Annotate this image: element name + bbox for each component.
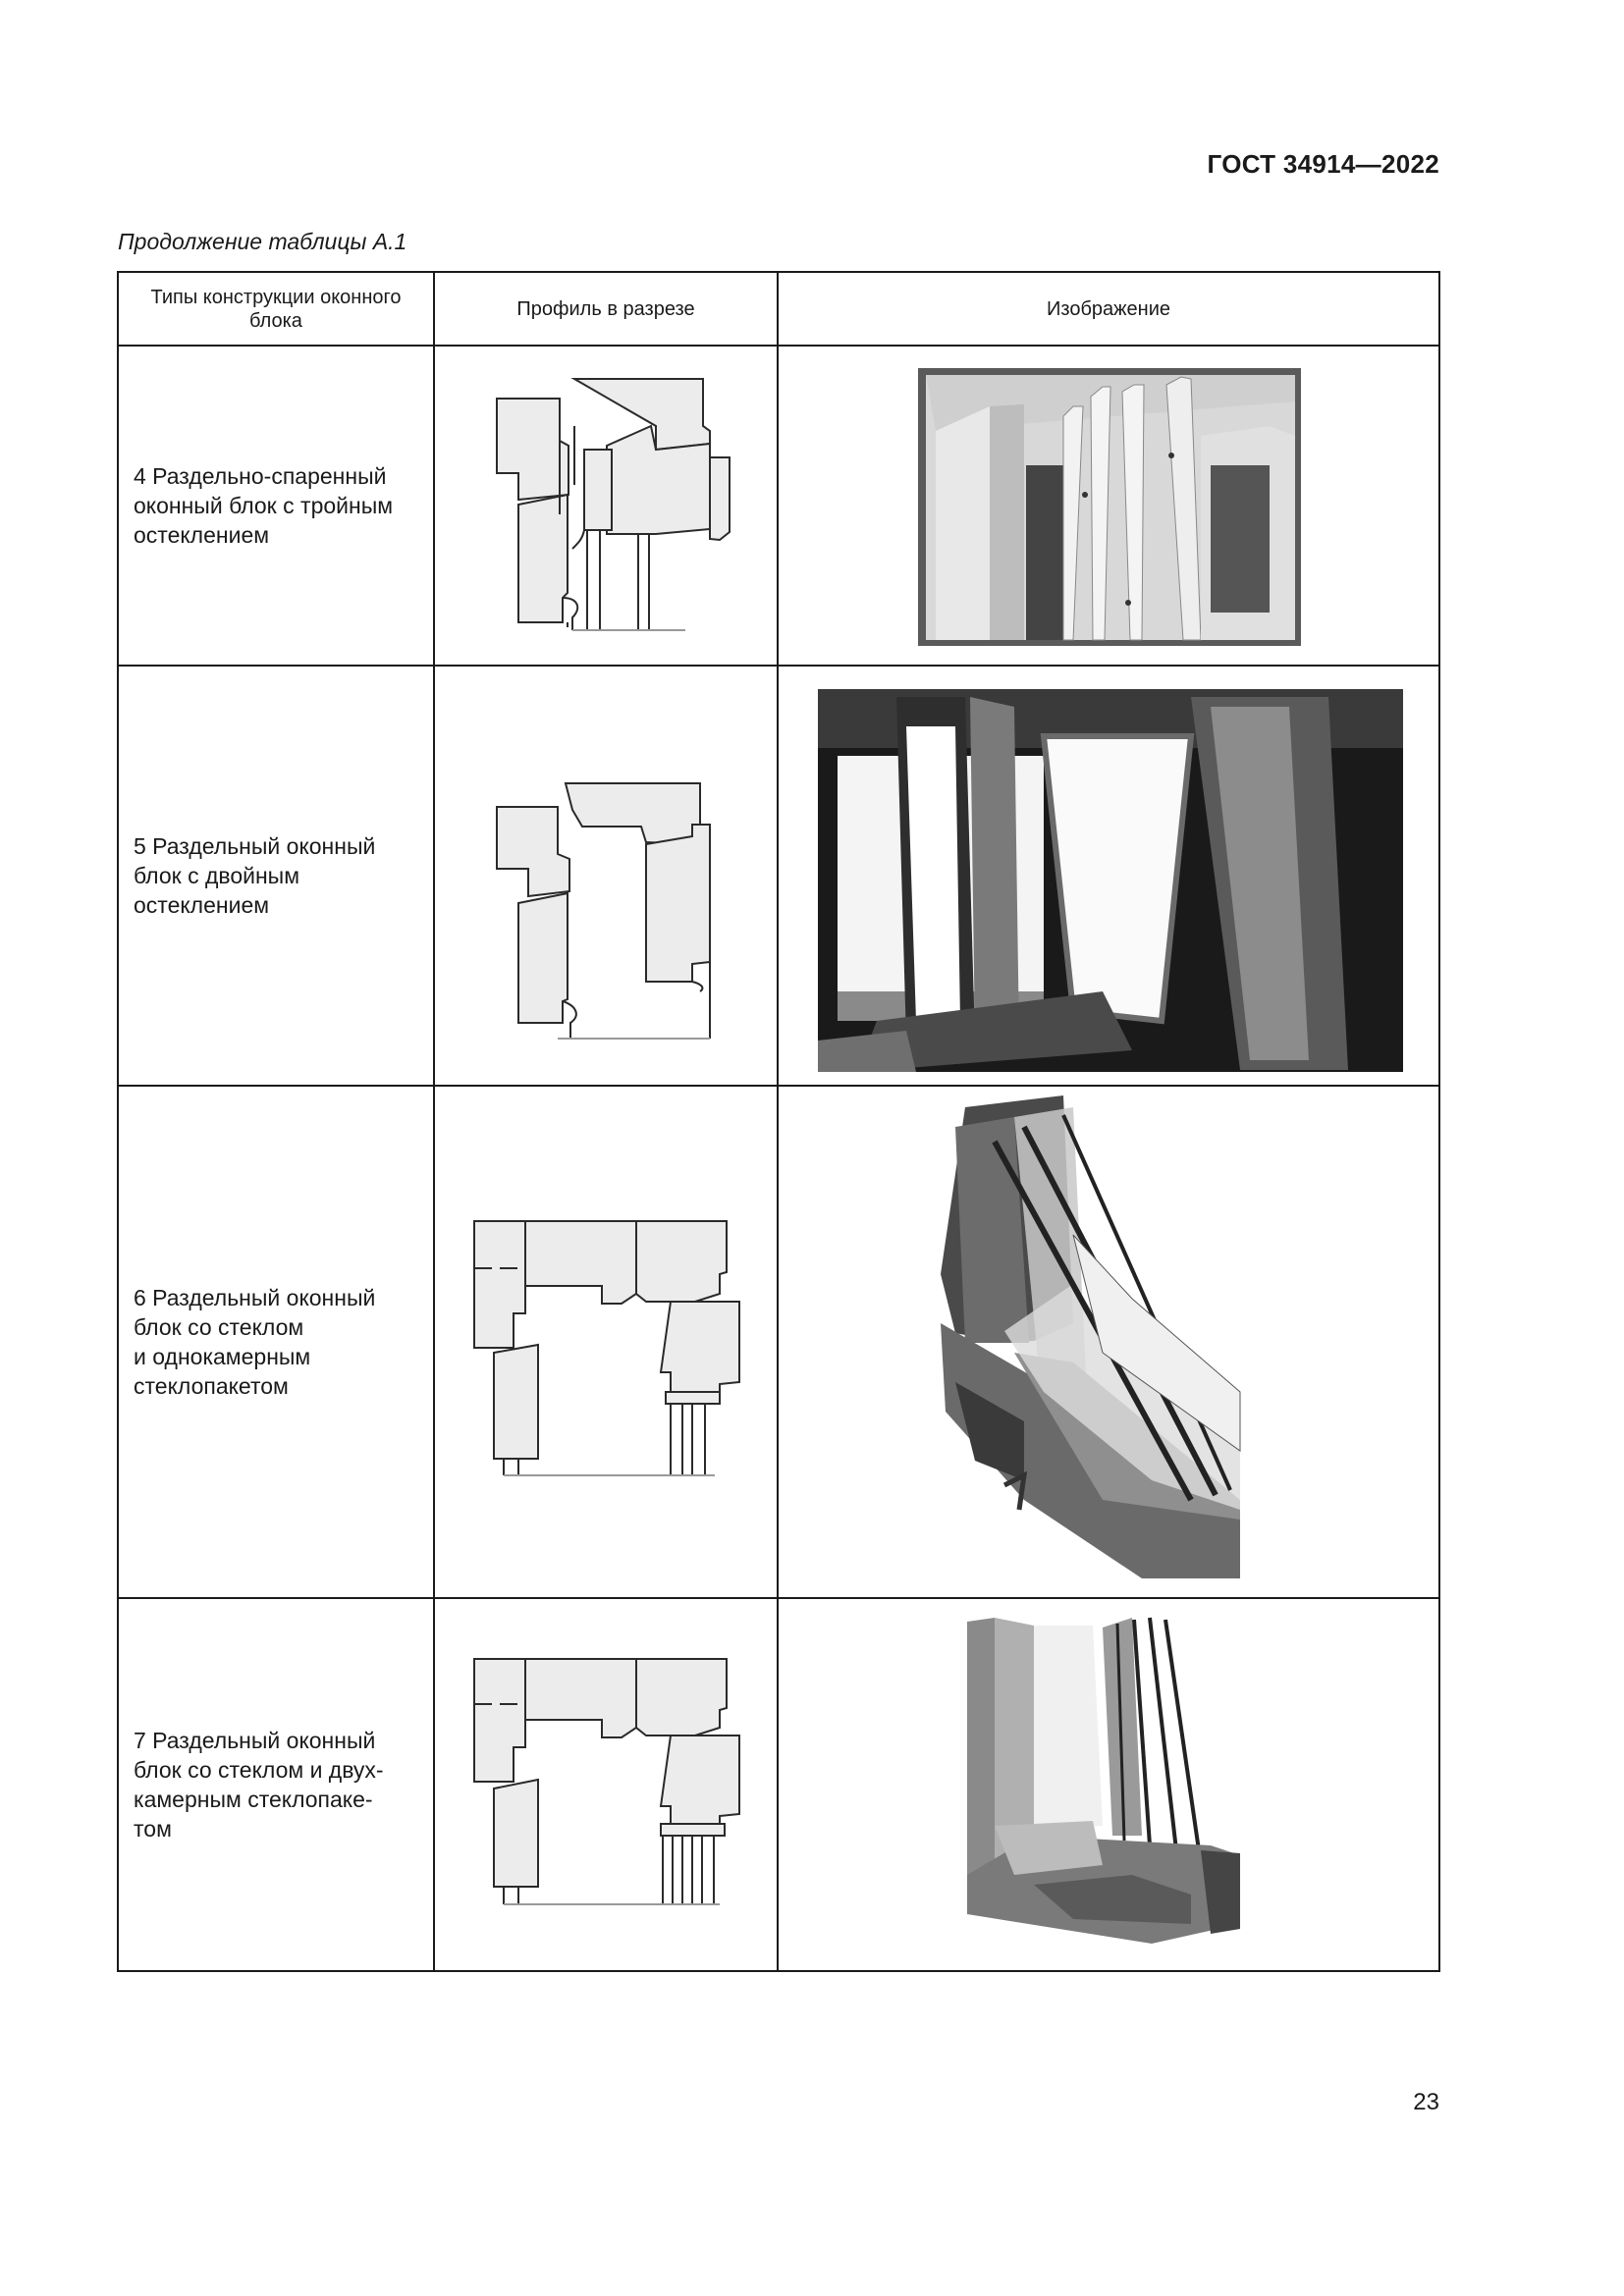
profile-cell xyxy=(434,666,778,1086)
profile-cell xyxy=(434,1598,778,1971)
standard-code: ГОСТ 34914—2022 xyxy=(1207,149,1439,179)
image-cell xyxy=(778,666,1439,1086)
row-type-cell xyxy=(118,666,434,1086)
page-number: 23 xyxy=(1413,2089,1439,2115)
window-types-table xyxy=(117,271,1440,1972)
image-cell xyxy=(778,1086,1439,1598)
table-caption: Продолжение таблицы А.1 xyxy=(118,229,407,254)
table-header-row xyxy=(118,272,1439,346)
window-type-label: 4 Раздельно-спаренный оконный блок с тройным остеклением xyxy=(134,463,394,548)
table-row xyxy=(118,1086,1439,1598)
window-profile-double-chamber-icon xyxy=(435,1600,779,1969)
window-profile-triple-coupled-icon xyxy=(435,347,779,664)
window-type-label: 7 Раздельный оконный блок со стеклом и двух- камерным стеклопаке- том xyxy=(134,1728,384,1842)
table-row xyxy=(118,346,1439,666)
table-row xyxy=(118,1598,1439,1971)
column-header-profile: Профиль в разрезе xyxy=(434,272,778,346)
photo-double-separate-window xyxy=(779,667,1440,1084)
row-type-cell xyxy=(118,1086,434,1598)
row-type-cell xyxy=(118,346,434,666)
row-type-cell xyxy=(118,1598,434,1971)
window-profile-single-chamber-icon xyxy=(435,1088,779,1596)
column-header-type: Типы конструкции оконного блока xyxy=(118,272,434,346)
image-cell xyxy=(778,346,1439,666)
image-cell xyxy=(778,1598,1439,1971)
window-type-label: 6 Раздельный оконный блок со стеклом и однокамерным стеклопакетом xyxy=(134,1285,376,1399)
profile-cell xyxy=(434,346,778,666)
window-profile-double-separate-icon xyxy=(435,667,779,1084)
photo-triple-coupled-window xyxy=(779,347,1440,664)
photo-single-chamber-window-section xyxy=(779,1088,1440,1596)
table-row xyxy=(118,666,1439,1086)
photo-double-chamber-window-section xyxy=(779,1600,1440,1969)
window-type-label: 5 Раздельный оконный блок с двойным остеклением xyxy=(134,833,376,918)
profile-cell xyxy=(434,1086,778,1598)
column-header-image: Изображение xyxy=(778,272,1439,346)
